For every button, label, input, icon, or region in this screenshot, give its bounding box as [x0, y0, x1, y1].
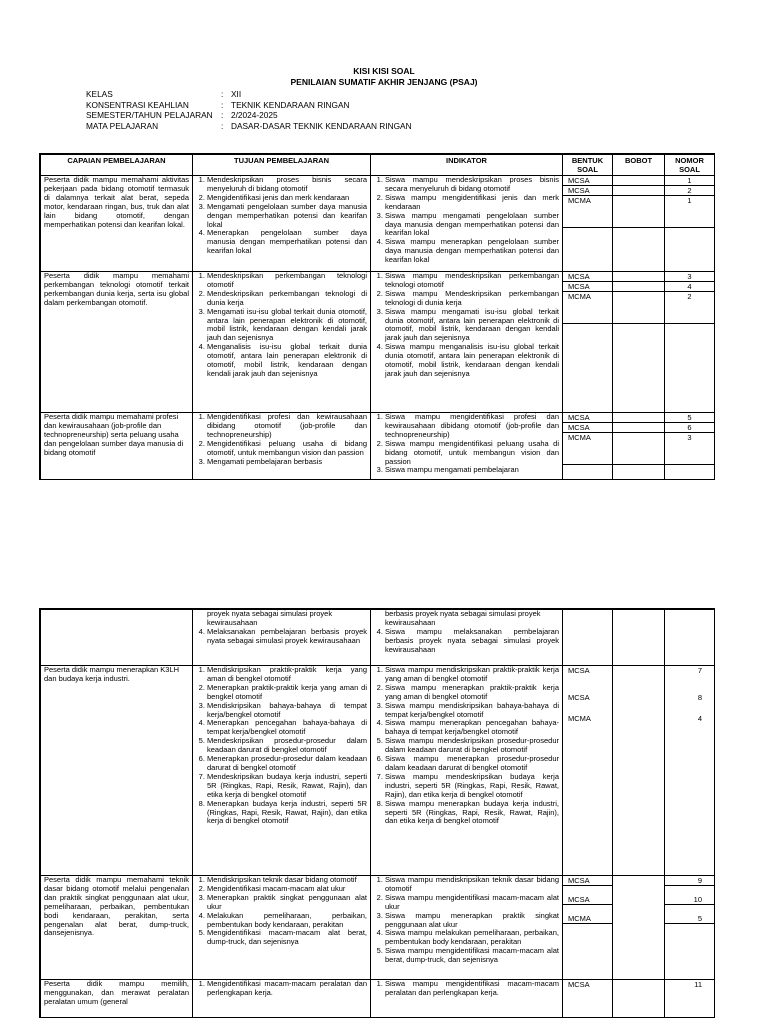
table-row	[41, 413, 715, 481]
table-page-1	[39, 153, 715, 480]
bentuk-soal-cell: MCSA MCSA MCMA	[563, 666, 613, 876]
info-row-konsentrasi: KONSENTRASI KEAHLIAN : TEKNIK KENDARAAN RINGAN	[86, 99, 350, 110]
cp-cell: Peserta didik mampu menerapkan K3LH dan budaya kerja industri.	[41, 666, 193, 876]
tp-cell: proyek nyata sebagai simulasi proyek kewirausahaan 4. Melaksanakan pembelajaran berbasis proyek nyata sebagai simulasi proyek kewirausahaan	[193, 610, 371, 666]
indikator-cell: 1. Siswa mampu mengidentifikasi profesi dan kewirausahaan dibidang otomotif (job-profile dan technopreneurship) 2. Siswa mampu mengidentifikasi peluang usaha di bidang otomotif, untuk membangun vision dan passion 3. Siswa mampu mengamati pembelajaran	[371, 413, 563, 481]
bentuk-soal-cell: MCSA MCSA MCMA	[563, 413, 613, 481]
table-row	[41, 980, 715, 1018]
kisi-table-1	[40, 154, 715, 480]
tp-cell: 1. Mendiskripsikan teknik dasar bidang otomotif 2. Mengidentifikasi macam-macam alat ukur 3. Menerapkan praktik singkat penggunaan alat ukur 4. Melakukan pemeliharaan, perbaikan, pembentukan body kendaraan, perakitan 5. Mengidentifikasi macam-macam alat berat, dump-truck, dan sejenisnya	[193, 876, 371, 980]
table-row	[41, 876, 715, 980]
header-nomor-soal: NOMOR SOAL	[665, 155, 715, 176]
kisi-table-2	[40, 609, 715, 1018]
table-row	[41, 610, 715, 666]
bobot-cell	[613, 413, 665, 481]
nomor-soal-cell: 5 6 3	[665, 413, 715, 481]
bobot-cell	[613, 980, 665, 1018]
info-row-mapel: MATA PELAJARAN : DASAR-DASAR TEKNIK KENDARAAN RINGAN	[86, 120, 412, 131]
cp-cell: Peserta didik mampu memilih, menggunakan, dan merawat peralatan peralatan umum (general	[41, 980, 193, 1018]
indikator-cell: berbasis proyek nyata sebagai simulasi proyek kewirausahaan 4. Siswa mampu melaksanakan pembelajaran berbasis proyek nyata sebagai simulasi proyek kewirausahaan	[371, 610, 563, 666]
header-indikator: INDIKATOR	[371, 155, 563, 176]
bentuk-soal-cell	[563, 610, 613, 666]
table-row	[41, 666, 715, 876]
bobot-cell	[613, 176, 665, 272]
indikator-cell: 1. Siswa mampu mendiskripsikan praktik-praktik kerja yang aman di bengkel otomotif 2. Siswa mampu menerapkan praktik-praktik kerja yang aman di bengkel otomotif 3. Siswa mampu mendiskripsikan bahaya-bahaya di tempat kerja/bengkel otomotif 4. Siswa mampu menerapkan pencegahan bahaya-bahaya di tempat kerja/bengkel otomotif 5. Siswa mampu mendeskripsikan prosedur-prosedur dalam keadaan darurat di bengkel otomotif 6. Siswa mampu menerapkan prosedur-prosedur dalam keadaan darurat di bengkel otomotif 7. Siswa mampu mendeskripsikan budaya kerja industri, seperti 5R (Ringkas, Rapi, Resik, Rawat, Rajin), dan etika kerja di bengkel otomotif 8. Siswa mampu menerapkan budaya kerja industri, seperti 5R (Ringkas, Rapi, Resik, Rawat, Rajin), dan etika kerja di bengkel otomotif	[371, 666, 563, 876]
info-row-kelas: KELAS : XII	[86, 89, 242, 99]
bentuk-soal-cell: MCSA	[563, 980, 613, 1018]
bobot-cell	[613, 272, 665, 413]
header-bobot: BOBOT	[613, 155, 665, 176]
table-page-2	[39, 608, 715, 1018]
bobot-cell	[613, 610, 665, 666]
nomor-soal-cell: 9 10 5	[665, 876, 715, 980]
header-cp: CAPAIAN PEMBELAJARAN	[41, 155, 193, 176]
tp-cell: 1. Mendeskripsikan proses bisnis secara menyeluruh di bidang otomotif 2. Mengidentifikasi jenis dan merk kendaraan 3. Mengamati pengelolaan sumber daya manusia dengan memperhatikan potensi dan kearifan lokal 4. Menerapkan pengelolaan sumber daya manusia dengan memperhatikan potensi dan kearifan lokal	[193, 176, 371, 272]
nomor-soal-cell	[665, 610, 715, 666]
bobot-cell	[613, 666, 665, 876]
table-row	[41, 176, 715, 272]
info-row-semester: SEMESTER/TAHUN PELAJARAN : 2/2024-2025	[86, 110, 278, 121]
header-bentuk-soal: BENTUK SOAL	[563, 155, 613, 176]
bentuk-soal-cell: MCSA MCSA MCMA	[563, 876, 613, 980]
bentuk-soal-cell: MCSA MCSA MCMA	[563, 272, 613, 413]
cp-cell	[41, 610, 193, 666]
tp-cell: 1. Mendeskripsikan perkembangan teknologi otomotif 2. Mendeskripsikan perkembangan teknologi di dunia kerja 3. Mengamati isu-isu global terkait dunia otomotif, antara lain penerapan elektronik di otomotif, mobil listrik, kendaraan dengan kendali jarak jauh dan sejenisnya 4. Menganalisis isu-isu global terkait dunia otomotif, antara lain penerapan elektronik di otomotif, mobil listrik, kendaraan dengan kendali jarak jauh dan sejenisnya	[193, 272, 371, 413]
cp-cell: Peserta didik mampu memahami teknik dasar bidang otomotif melalui pengenalan dan praktik singkat penggunaan alat ukur, pemeliharaan, perbaikan, pembentukan bodi kendaraan, perakitan, serta pengenalan alat berat, dump-truck, dansejenisnya.	[41, 876, 193, 980]
tp-cell: 1. Mengidentifikasi macam-macam peralatan dan perlengkapan kerja.	[193, 980, 371, 1018]
tp-cell: 1. Mengidentifikasi profesi dan kewirausahaan dibidang otomotif (job-profile dan technopreneurship) 2. Mengidentifikasi peluang usaha di bidang otomotif, untuk membangun vision dan passion 3. Mengamati pembelajaran berbasis	[193, 413, 371, 481]
doc-title: KISI KISI SOAL	[353, 66, 415, 76]
cp-cell: Peserta didik mampu memahami aktivitas pekerjaan pada bidang otomotif termasuk di dalamnya terkait alat berat, sepeda motor, kendaraan ringan, bus, truk dan alat lain bidang otomotif, dengan memperhatikan potensi dan kearifan lokal.	[41, 176, 193, 272]
header-tp: TUJUAN PEMBELAJARAN	[193, 155, 371, 176]
indikator-cell: 1. Siswa mampu mengidentifikasi macam-macam peralatan dan perlengkapan kerja.	[371, 980, 563, 1018]
nomor-soal-cell: 1 2 1	[665, 176, 715, 272]
cp-cell: Peserta didik mampu memahami perkembangan teknologi otomotif terkait perkembangan dunia kerja, serta isu global dalam perkembangan otomotif.	[41, 272, 193, 413]
indikator-cell: 1. Siswa mampu mendeskripsikan proses bisnis secara menyeluruh di bidang otomotif 2. Siswa mampu mengidentifikasi jenis dan merk kendaraan 3. Siswa mampu mengamati pengelolaan sumber daya manusia dengan memperhatikan potensi dan kearifan lokal 4. Siswa mampu menerapkan pengelolaan sumber daya manusia dengan memperhatikan potensi dan kearifan lokal	[371, 176, 563, 272]
doc-info	[86, 89, 412, 131]
table-header	[41, 155, 715, 176]
indikator-cell: 1. Siswa mampu mendiskripsikan teknik dasar bidang otomotif 2. Siswa mampu mengidentifikasi macam-macam alat ukur 3. Siswa mampu menerapkan praktik singkat penggunaan alat ukur 4. Siswa mampu melakukan pemeliharaan, perbaikan, pembentukan body kendaraan, perakitan 5. Siswa mampu mengidentifikasi macam-macam alat berat, dump-truck, dan sejenisnya	[371, 876, 563, 980]
nomor-soal-cell: 3 4 2	[665, 272, 715, 413]
tp-cell: 1. Mendiskripsikan praktik-praktik kerja yang aman di bengkel otomotif 2. Menerapkan praktik-praktik kerja yang aman di bengkel otomotif 3. Mendiskripsikan bahaya-bahaya di tempat kerja/bengkel otomotif 4. Menerapkan pencegahan bahaya-bahaya di tempat kerja/bengkel otomotif 5. Mendeskripsikan prosedur-prosedur dalam keadaan darurat di bengkel otomotif 6. Menerapkan prosedur-prosedur dalam keadaan darurat di bengkel otomotif 7. Mendeskripsikan budaya kerja industri, seperti 5R (Ringkas, Rapi, Resik, Rawat, Rajin), dan etika kerja di bengkel otomotif 8. Menerapkan budaya kerja industri, seperti 5R (Ringkas, Rapi, Resik, Rawat, Rajin), dan etika kerja di bengkel otomotif	[193, 666, 371, 876]
indikator-cell: 1. Siswa mampu mendeskripsikan perkembangan teknologi otomotif 2. Siswa mampu Mendeskripsikan perkembangan teknologi di dunia kerja 3. Siswa mampu mengamati isu-isu global terkait dunia otomotif, antara lain penerapan elektronik di otomotif, mobil listrik, kendaraan dengan kendali jarak jauh dan sejenisnya 4. Siswa mampu menganalisis isu-isu global terkait dunia otomotif, antara lain penerapan elektronik di otomotif, mobil listrik, kendaraan dengan kendali jarak jauh dan sejenisnya	[371, 272, 563, 413]
cp-cell: Peserta didik mampu memahami profesi dan kewirausahaan (job-profile dan technopreneurship) serta peluang usaha dan pengelolaan sumber daya manusia di bidang otomotif	[41, 413, 193, 481]
nomor-soal-cell: 11	[665, 980, 715, 1018]
bobot-cell	[613, 876, 665, 980]
table-row	[41, 272, 715, 413]
bentuk-soal-cell: MCSA MCSA MCMA	[563, 176, 613, 272]
nomor-soal-cell: 7 8 4	[665, 666, 715, 876]
doc-subtitle: PENILAIAN SUMATIF AKHIR JENJANG (PSAJ)	[290, 77, 478, 87]
